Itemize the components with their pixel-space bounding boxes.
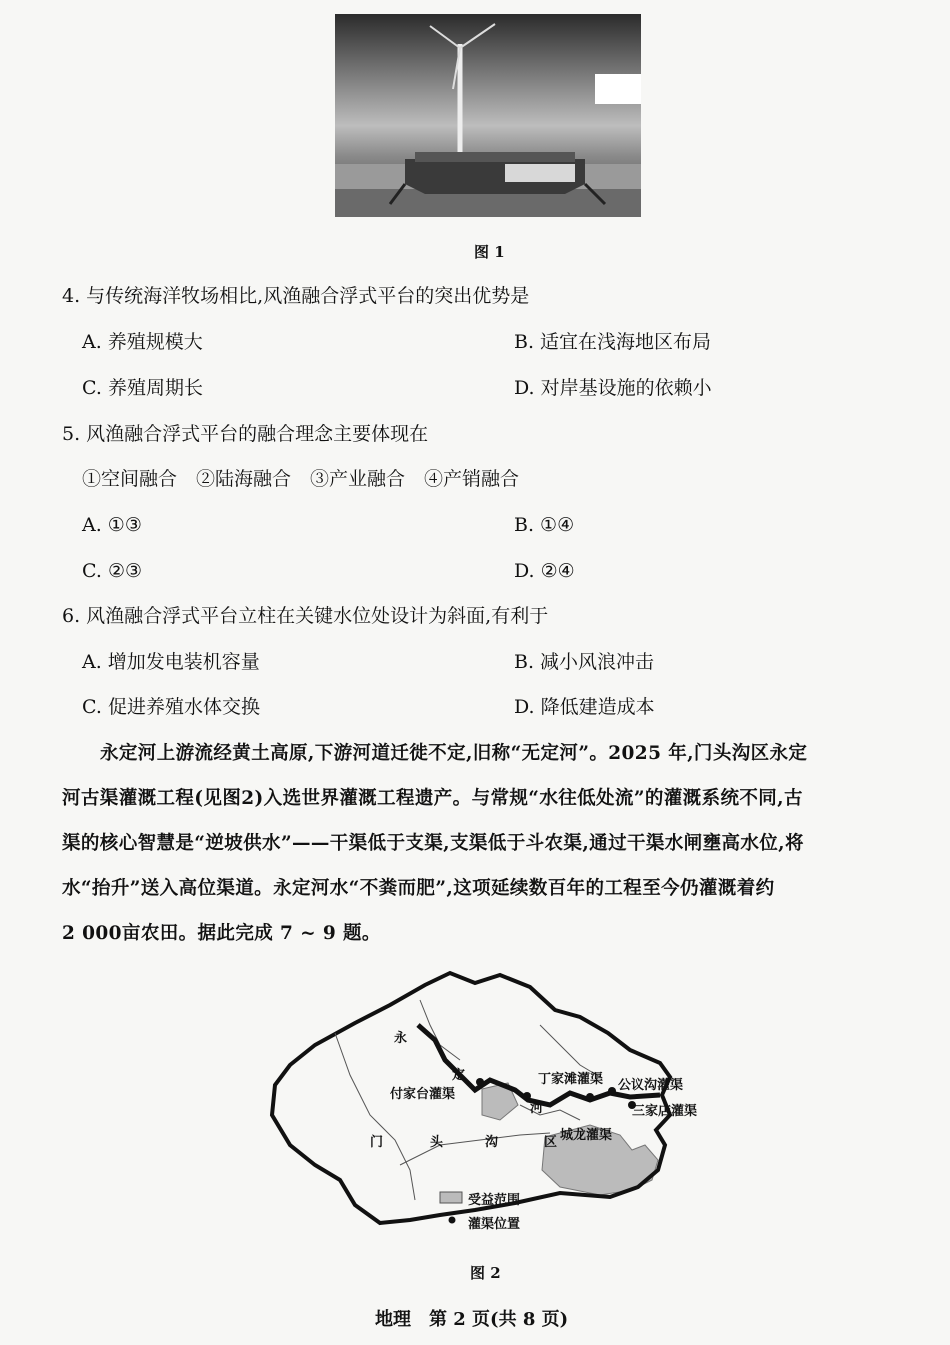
- map-label-dingjiatan-canal: 丁家滩灌渠: [538, 1072, 604, 1087]
- map-label-fujiatai-canal: 付家台灌渠: [390, 1087, 456, 1102]
- map-label-sanjiadian-canal: 三家店灌渠: [632, 1104, 698, 1119]
- question-5-stem: 5. 风渔融合浮式平台的融合理念主要体现在: [62, 423, 429, 445]
- question-6-option-b: B. 减小风浪冲击: [514, 651, 655, 673]
- page-footer: 地理 第 2 页(共 8 页): [375, 1309, 569, 1330]
- map-label-gongyigou-canal: 公议沟灌渠: [618, 1078, 684, 1093]
- township-boundary: [400, 1133, 550, 1165]
- canal-location-dot: [586, 1093, 594, 1101]
- map-label-river: 定: [452, 1068, 466, 1083]
- question-6-option-a: A. 增加发电装机容量: [82, 651, 260, 673]
- question-6-option-c: C. 促进养殖水体交换: [82, 696, 260, 718]
- legend-benefit-swatch: [440, 1192, 462, 1203]
- question-6-stem: 6. 风渔融合浮式平台立柱在关键水位处设计为斜面,有利于: [62, 605, 549, 627]
- question-4-option-c: C. 养殖周期长: [82, 377, 203, 399]
- figure1-caption: 图 1: [474, 243, 505, 261]
- question-4-option-d: D. 对岸基设施的依赖小: [514, 377, 712, 399]
- figure1-photo: [335, 14, 641, 217]
- figure2-caption: 图 2: [470, 1264, 501, 1282]
- map-label-river: 河: [530, 1101, 544, 1116]
- map-label-district: 门: [370, 1135, 384, 1150]
- map-label-district: 头: [430, 1135, 444, 1150]
- map-label-district: 区: [544, 1135, 558, 1150]
- question-5-option-d: D. ②④: [514, 560, 575, 582]
- question-4-option-a: A. 养殖规模大: [82, 331, 203, 353]
- map-label-river: 永: [394, 1031, 408, 1046]
- legend-canal-dot: [449, 1217, 456, 1224]
- passage-line: 2 000亩农田。据此完成 7 ~ 9 题。: [62, 923, 381, 944]
- passage-line: 永定河上游流经黄土高原,下游河道迁徙不定,旧称“无定河”。2025 年,门头沟区永定: [100, 743, 808, 764]
- map-label-district: 沟: [485, 1135, 499, 1150]
- canal-location-dot: [608, 1087, 616, 1095]
- canal-location-dot: [476, 1078, 484, 1086]
- question-5-option-c: C. ②③: [82, 560, 143, 582]
- question-6-option-d: D. 降低建造成本: [514, 696, 655, 718]
- question-4-option-b: B. 适宜在浅海地区布局: [514, 331, 712, 353]
- map-label-chenglong-canal: 城龙灌渠: [560, 1128, 613, 1143]
- passage-line: 河古渠灌溉工程(见图2)入选世界灌溉工程遗产。与常规“水往低处流”的灌溉系统不同,古: [62, 788, 803, 809]
- question-5-items: ①空间融合 ②陆海融合 ③产业融合 ④产销融合: [82, 468, 520, 490]
- wind-platform-image: [335, 14, 641, 217]
- passage-line: 渠的核心智慧是“逆坡供水”——干渠低于支渠,支渠低于斗农渠,通过干渠水闸壅高水位,将: [62, 833, 804, 854]
- legend-canal-label: 灌渠位置: [468, 1217, 521, 1232]
- question-5-option-b: B. ①④: [514, 514, 575, 536]
- question-5-option-a: A. ①③: [82, 514, 142, 536]
- legend-benefit-label: 受益范围: [468, 1193, 521, 1208]
- passage-line: 水“抬升”送入高位渠道。永定河水“不粪而肥”,这项延续数百年的工程至今仍灌溉着约: [62, 878, 775, 899]
- township-boundary: [335, 1033, 415, 1200]
- question-4-stem: 4. 与传统海洋牧场相比,风渔融合浮式平台的突出优势是: [62, 285, 530, 307]
